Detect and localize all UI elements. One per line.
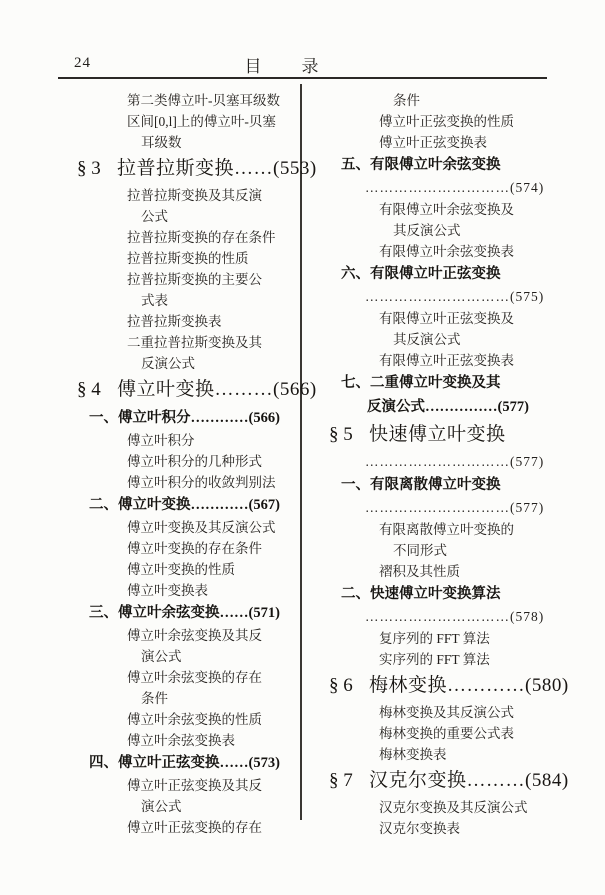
toc-entry: 五、有限傅立叶余弦变换 [341,157,501,173]
toc-entry: 复序列的 FFT 算法 [379,631,490,646]
toc-entry: 傅立叶正弦变换的性质 [379,114,514,129]
toc-entry: 有限离散傅立叶变换的 [379,522,514,537]
toc-entry: 三、傅立叶余弦变换……(571) [89,605,280,621]
toc-entry: 其反演公式 [393,332,461,347]
toc-left-column [75,90,317,839]
toc-entry: …………………………(575) [365,289,545,304]
section-mark: § 6 [329,675,353,696]
header-title: 目 录 [244,57,321,76]
toc-entry: 傅立叶余弦变换的存在 [127,670,262,685]
toc-entry: 四、傅立叶正弦变换……(573) [89,755,280,771]
toc-entry: 条件 [141,691,168,706]
toc-entry: 梅林变换表 [379,747,447,762]
toc-entry: 演公式 [141,649,182,664]
toc-entry: 七、二重傅立叶变换及其 [341,375,501,391]
toc-entry: 有限傅立叶正弦变换及 [379,311,514,326]
toc-entry: 汉克尔变换表 [379,821,460,836]
page-number: 24 [74,55,91,71]
toc-entry: …………………………(574) [365,180,545,195]
section-title: 拉普拉斯变换……(553) [117,158,317,179]
toc-entry: …………………………(578) [365,609,545,624]
toc-entry: 梅林变换及其反演公式 [379,705,514,720]
toc-section-entry [75,153,317,185]
section-title: 汉克尔变换………(584) [369,770,569,791]
section-mark: § 7 [329,770,353,791]
toc-entry: 二重拉普拉斯变换及其 [127,335,262,350]
toc-entry: 一、有限离散傅立叶变换 [341,477,501,493]
toc-entry: 式表 [141,293,168,308]
toc-entry: 傅立叶正弦变换及其反 [127,778,262,793]
toc-body [75,90,569,839]
toc-entry: 二、傅立叶变换…………(567) [89,497,280,513]
page-header [0,52,605,78]
toc-entry: 傅立叶变换及其反演公式 [127,520,276,535]
toc-entry: 一、傅立叶积分…………(566) [89,410,280,426]
section-title: 傅立叶变换………(566) [117,379,317,400]
toc-entry: 六、有限傅立叶正弦变换 [341,266,501,282]
toc-entry: 傅立叶积分的几种形式 [127,454,262,469]
toc-entry: 拉普拉斯变换表 [127,314,222,329]
section-mark: § 4 [77,379,101,400]
toc-section-entry [75,374,317,406]
section-title: 快速傅立叶变换 [369,424,506,445]
toc-entry: 傅立叶余弦变换表 [127,733,235,748]
toc-entry: 有限傅立叶余弦变换表 [379,244,514,259]
section-mark: § 3 [77,158,101,179]
toc-entry: 耳级数 [141,135,182,150]
toc-entry: …………………………(577) [365,454,545,469]
toc-section-entry [327,670,569,702]
toc-entry: 傅立叶积分 [127,433,195,448]
toc-entry: 有限傅立叶正弦变换表 [379,353,514,368]
toc-entry: 梅林变换的重要公式表 [379,726,514,741]
toc-entry: 汉克尔变换及其反演公式 [379,800,528,815]
toc-entry: 演公式 [141,799,182,814]
toc-entry: 傅立叶余弦变换的性质 [127,712,262,727]
toc-entry: 拉普拉斯变换的主要公 [127,272,262,287]
toc-entry: 条件 [393,93,420,108]
toc-entry: 傅立叶正弦变换表 [379,135,487,150]
toc-entry: 拉普拉斯变换的存在条件 [127,230,276,245]
toc-entry: 第二类傅立叶-贝塞耳级数 [127,93,280,108]
toc-entry: 傅立叶变换的性质 [127,562,235,577]
toc-entry: 傅立叶积分的收敛判别法 [127,475,276,490]
toc-entry: 不同形式 [393,543,447,558]
toc-entry: 拉普拉斯变换及其反演 [127,188,262,203]
toc-entry: 区间[0,l]上的傅立叶-贝塞 [127,114,276,129]
toc-entry: …………………………(577) [365,500,545,515]
toc-entry: 傅立叶变换表 [127,583,208,598]
toc-entry: 其反演公式 [393,223,461,238]
section-title: 梅林变换…………(580) [369,675,569,696]
toc-right-column [327,90,569,839]
section-mark: § 5 [329,424,353,445]
toc-entry: 褶积及其性质 [379,564,460,579]
toc-entry: 公式 [141,209,168,224]
toc-entry: 反演公式……………(577) [367,399,529,415]
toc-entry: 实序列的 FFT 算法 [379,652,490,667]
header-rule [58,77,547,79]
toc-entry: 傅立叶正弦变换的存在 [127,820,262,835]
toc-entry: 反演公式 [141,356,195,371]
toc-section-entry [327,765,569,797]
toc-entry: 二、快速傅立叶变换算法 [341,586,501,602]
toc-section-entry [327,419,557,451]
toc-entry: 拉普拉斯变换的性质 [127,251,249,266]
toc-entry: 有限傅立叶余弦变换及 [379,202,514,217]
toc-entry: 傅立叶余弦变换及其反 [127,628,262,643]
toc-entry: 傅立叶变换的存在条件 [127,541,262,556]
